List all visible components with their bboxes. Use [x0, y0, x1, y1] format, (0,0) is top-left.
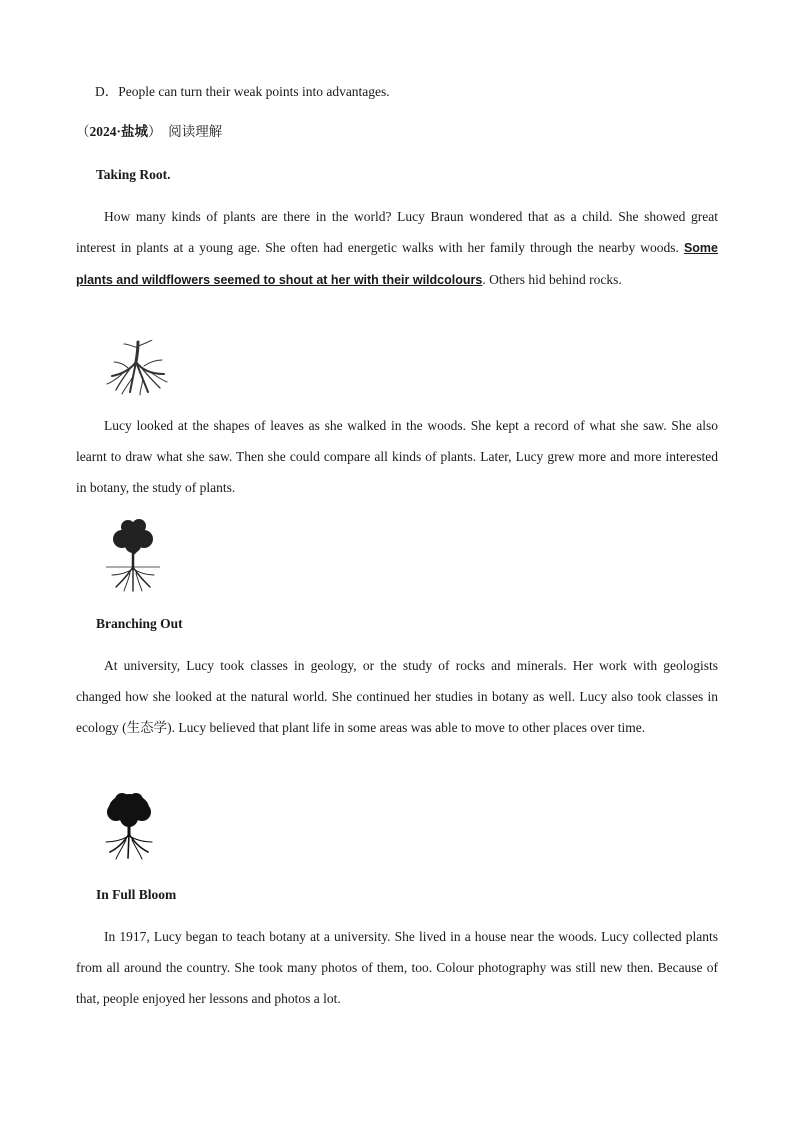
paragraph-taking-root-2: Lucy looked at the shapes of leaves as she walked in the woods. She kept a record of what she saw. She also learnt to draw what she saw. Then she could compare all kinds of plants. Later, Lucy grew more and more interested in botany, the study of plants. [76, 418, 718, 495]
source-question-type: 阅读理解 [168, 124, 223, 139]
sapling-tree-icon [106, 517, 160, 593]
section-title-taking-root: Taking Root. [96, 167, 171, 182]
underlined-sentence: Some plants and wildflowers seemed to shout at her with their wildcolours [76, 241, 718, 287]
paragraph-text: . Others hid behind rocks. [482, 272, 622, 287]
section-title-in-full-bloom: In Full Bloom [96, 887, 177, 902]
answer-option-d: D．People can turn their weak points into advantages. [95, 84, 390, 99]
source-close-paren: ） [148, 124, 162, 139]
source-year-city: 2024·盐城 [89, 124, 149, 139]
full-tree-icon [104, 792, 154, 860]
question-source [76, 123, 222, 141]
paragraph-text: How many kinds of plants are there in the world? Lucy Braun wondered that as a child. She showed great interest in plants at a young age. She often had energetic walks with her family through the nearby woods. [76, 209, 718, 255]
paragraph-branching-out-1: At university, Lucy took classes in geology, or the study of rocks and minerals. Her work with geologists changed how she looked at the natural world. She continued her studies in botany as well. Lucy also took classes in ecology (生态学). Lucy believed that plant life in some areas was able to move to other places over time. [76, 658, 718, 735]
roots-icon [104, 340, 170, 396]
paragraph-in-full-bloom-1: In 1917, Lucy began to teach botany at a university. She lived in a house near the woods. Lucy collected plants from all around the country. She took many photos of them, too. Colour photography was still new then. Because of that, people enjoyed her lessons and photos a lot. [76, 929, 718, 1006]
source-open-paren: （ [76, 124, 90, 139]
section-title-branching-out: Branching Out [96, 616, 183, 631]
paragraph-taking-root-1 [76, 201, 718, 296]
